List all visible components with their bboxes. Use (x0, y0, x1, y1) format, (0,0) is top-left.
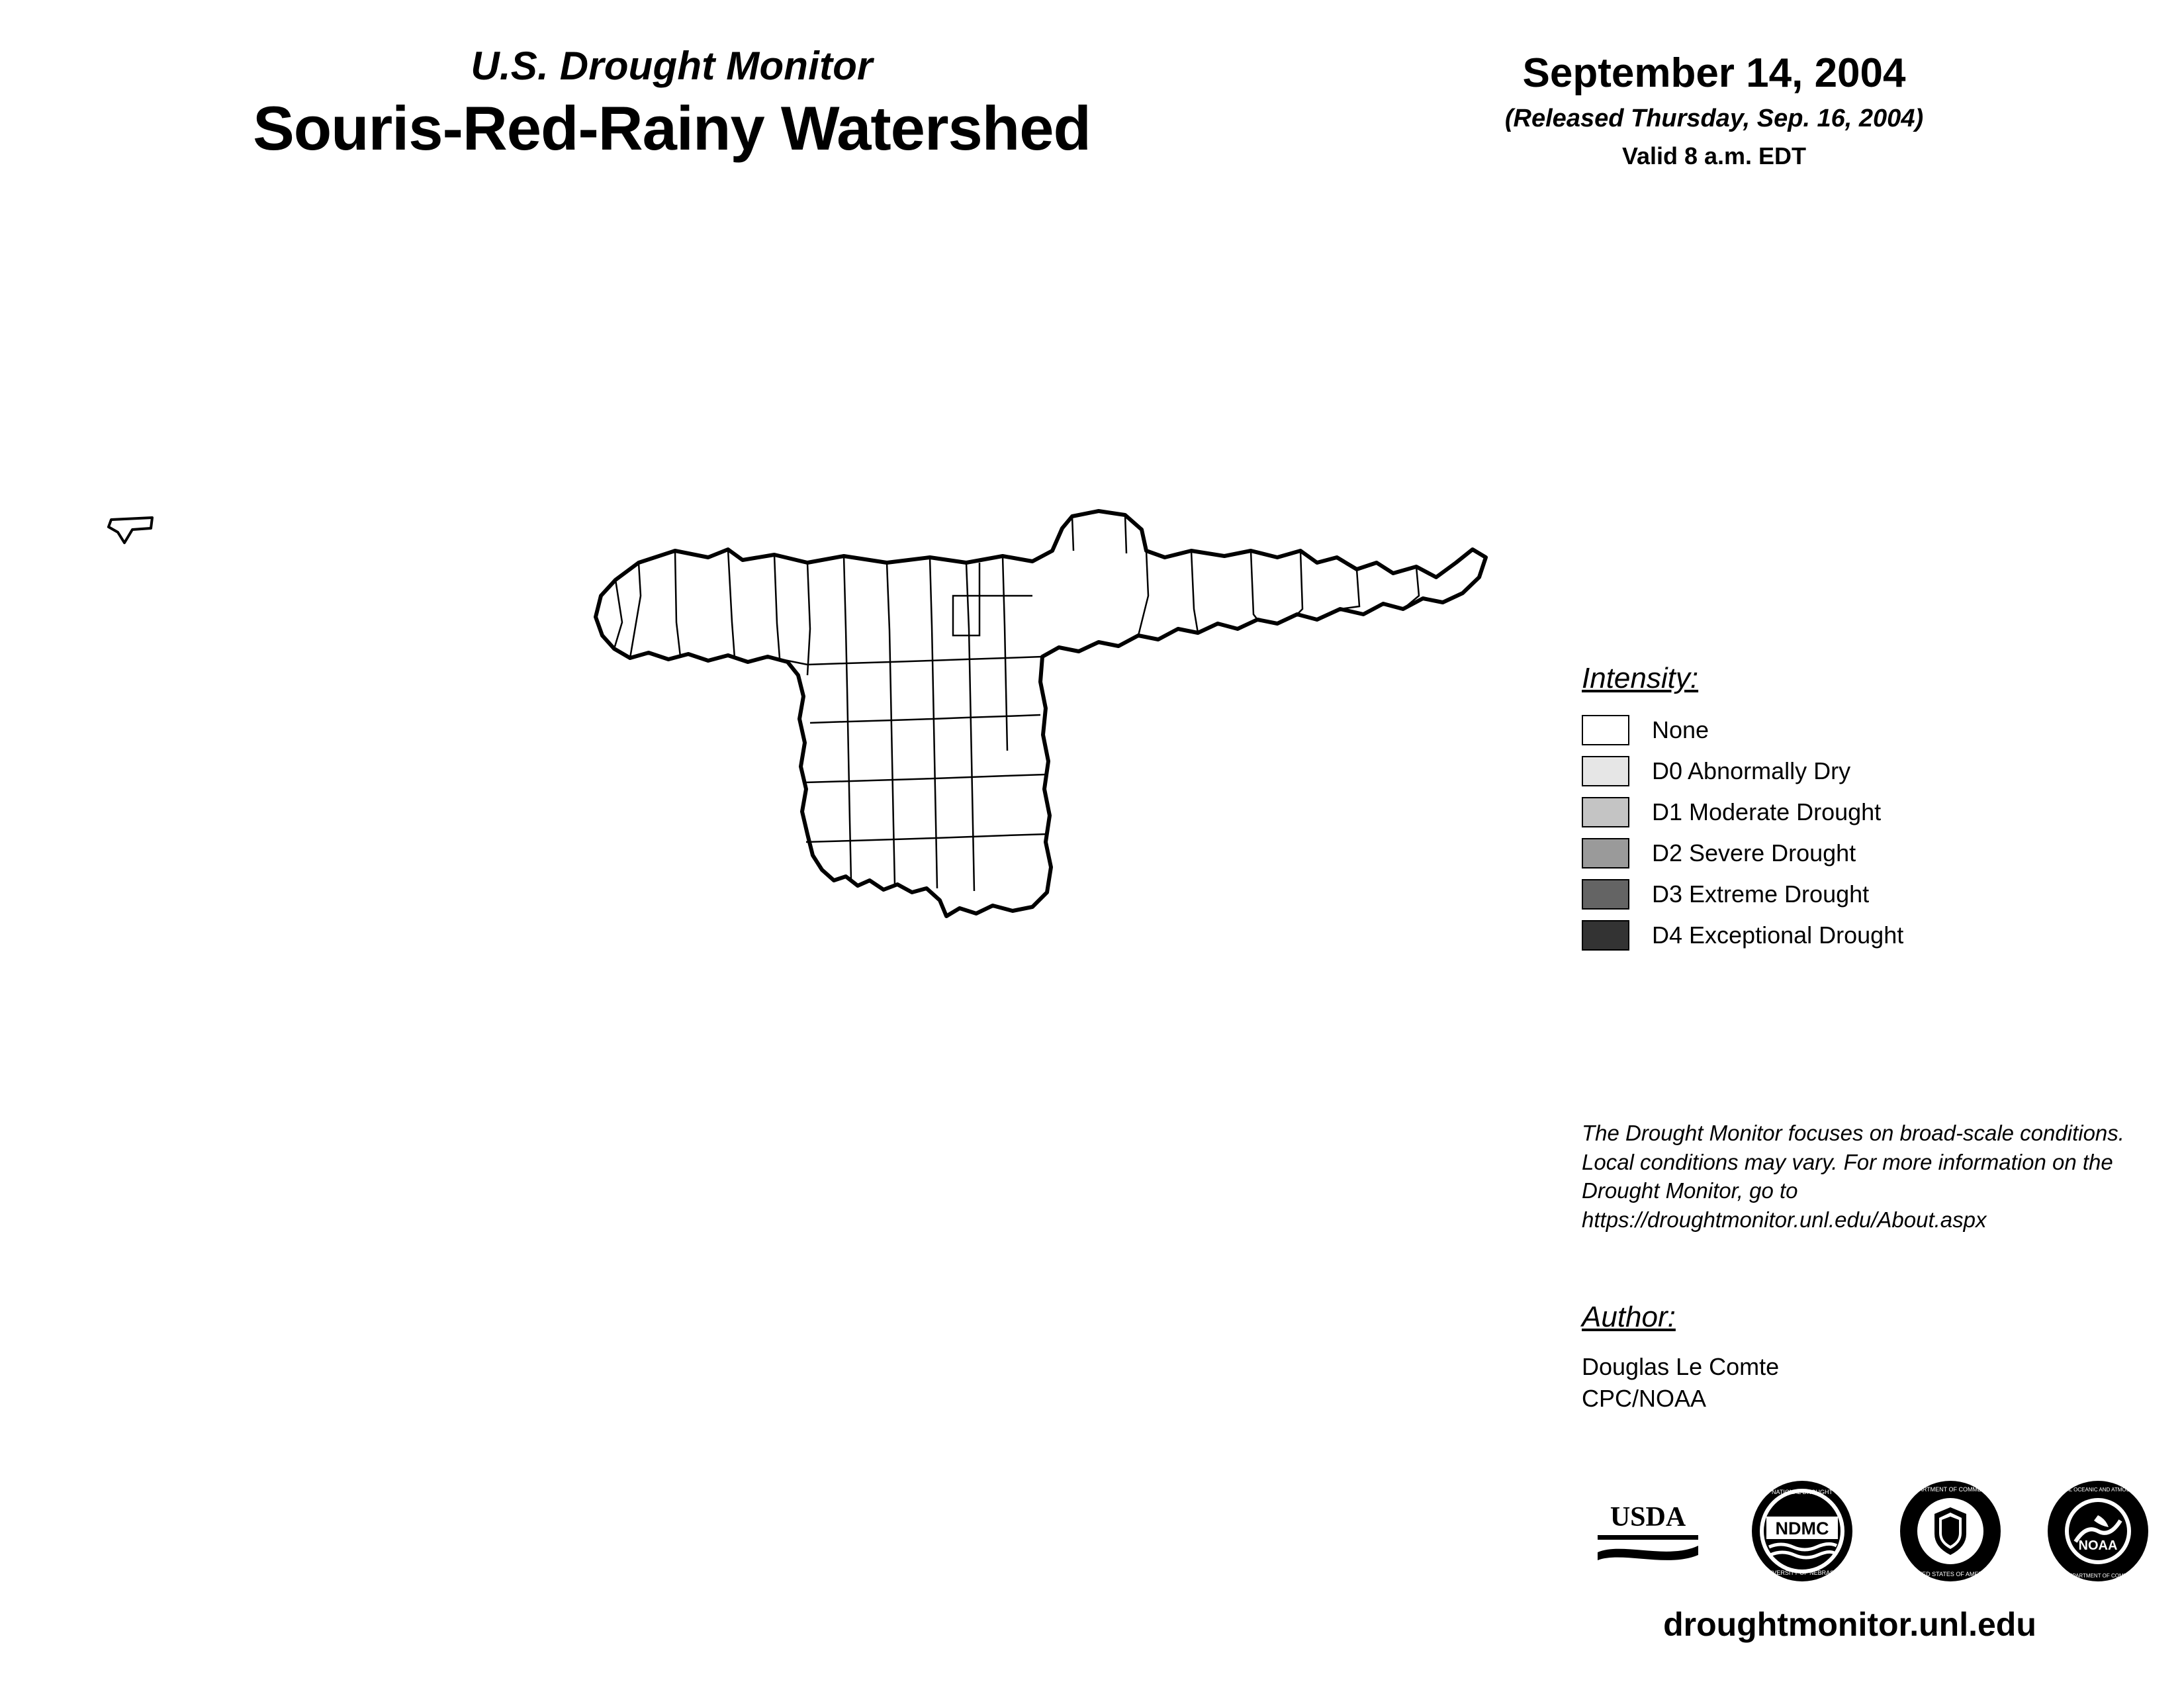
svg-text:DEPARTMENT OF COMMERCE: DEPARTMENT OF COMMERCE (1906, 1485, 1994, 1493)
map-date: September 14, 2004 (1522, 50, 1906, 96)
legend-swatch-d1 (1582, 797, 1629, 827)
legend-item-d4 (1582, 915, 2151, 956)
legend-item-d3 (1582, 874, 2151, 915)
footer-url[interactable]: droughtmonitor.unl.edu (1663, 1606, 2036, 1643)
header-date-block (1363, 50, 2065, 169)
legend-label-d0: D0 Abnormally Dry (1652, 757, 1851, 784)
legend-item-d1 (1582, 792, 2151, 833)
svg-text:U.S. DEPARTMENT OF COMMERCE: U.S. DEPARTMENT OF COMMERCE (2053, 1572, 2143, 1579)
legend-label-d1: D1 Moderate Drought (1652, 798, 1882, 825)
legend-heading: Intensity: (1582, 662, 1699, 694)
svg-text:USDA: USDA (1610, 1501, 1686, 1532)
author-block (1582, 1301, 2131, 1415)
header-title-block (0, 46, 1343, 164)
legend-item-d0 (1582, 751, 2151, 792)
svg-text:NDMC: NDMC (1775, 1518, 1829, 1538)
legend-swatch-d0 (1582, 756, 1629, 786)
legend-swatch-none (1582, 715, 1629, 745)
svg-text:UNIVERSITY OF NEBRASKA: UNIVERSITY OF NEBRASKA (1762, 1569, 1843, 1576)
logo-strip (1588, 1473, 2151, 1592)
legend-label-d3: D3 Extreme Drought (1652, 880, 1870, 908)
author-affiliation: CPC/NOAA (1582, 1384, 1707, 1412)
legend-panel (1582, 662, 2151, 956)
drought-map (40, 252, 1535, 1390)
svg-text:UNITED STATES OF AMERICA: UNITED STATES OF AMERICA (1907, 1570, 1993, 1577)
map-inset-fragment (109, 518, 152, 543)
release-date: (Released Thursday, Sep. 16, 2004) (1504, 105, 1924, 132)
author-name: Douglas Le Comte (1582, 1353, 1780, 1380)
svg-text:NOAA: NOAA (2078, 1538, 2118, 1553)
legend-item-d2 (1582, 833, 2151, 874)
page-title-program: U.S. Drought Monitor (471, 44, 873, 88)
ndmc-logo (1749, 1478, 1855, 1587)
page-title-region: Souris-Red-Rainy Watershed (253, 93, 1091, 163)
legend-swatch-d2 (1582, 838, 1629, 868)
legend-label-d2: D2 Severe Drought (1652, 839, 1856, 867)
svg-text:NATIONAL OCEANIC AND ATMOSPHER: NATIONAL OCEANIC AND ATMOSPHERIC (2046, 1486, 2150, 1493)
usdc-logo (1897, 1478, 2003, 1587)
author-heading: Author: (1582, 1301, 1676, 1333)
legend-item-none (1582, 710, 2151, 751)
legend-swatch-d3 (1582, 879, 1629, 910)
legend-label-d4: D4 Exceptional Drought (1652, 921, 1904, 949)
valid-time: Valid 8 a.m. EDT (1621, 142, 1807, 169)
svg-text:NATIONAL DROUGHT: NATIONAL DROUGHT (1772, 1488, 1833, 1495)
legend-note: The Drought Monitor focuses on broad-scale conditions. Local conditions may vary. For more information on the Drought Monitor, go to https://droughtmonitor.unl.edu/About.aspx (1582, 1121, 2124, 1232)
usda-logo (1588, 1491, 1707, 1574)
legend-label-none: None (1652, 716, 1709, 743)
legend-swatch-d4 (1582, 920, 1629, 951)
noaa-logo (2045, 1478, 2151, 1587)
